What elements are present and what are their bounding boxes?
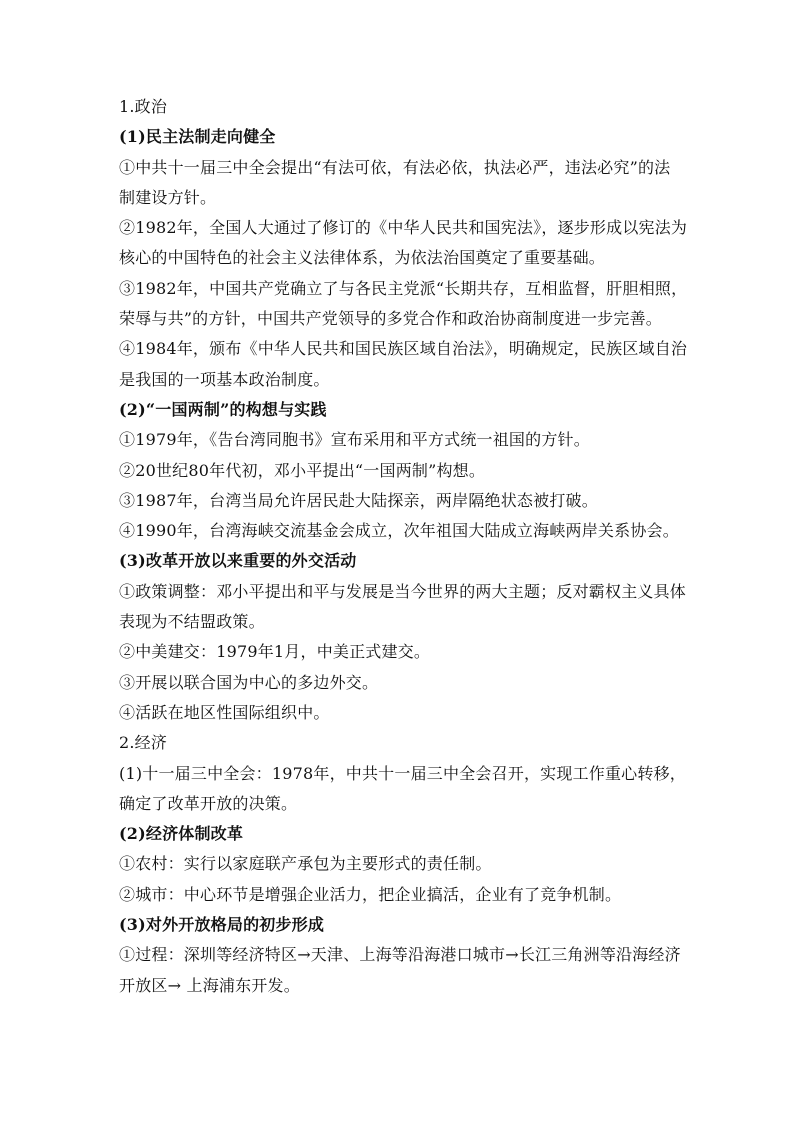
paragraph-line: ②20世纪80年代初，邓小平提出“一国两制”构想。 bbox=[119, 460, 486, 480]
paragraph-line: ④活跃在地区性国际组织中。 bbox=[119, 702, 330, 722]
paragraph-line: ①过程：深圳等经济特区→天津、上海等沿海港口城市→长江三角洲等沿海经济 bbox=[119, 945, 681, 965]
subsection-heading-diplomacy: (3)改革开放以来重要的外交活动 bbox=[119, 551, 357, 571]
paragraph-line: ③1987年，台湾当局允许居民赴大陆探亲，两岸隔绝状态被打破。 bbox=[119, 490, 598, 510]
paragraph-line: ②1982年，全国人大通过了修订的《中华人民共和国宪法》，逐步形成以宪法为 bbox=[119, 218, 688, 238]
paragraph-line: ②城市：中心环节是增强企业活力，把企业搞活，企业有了竞争机制。 bbox=[119, 884, 622, 904]
document-page bbox=[119, 92, 688, 1001]
paragraph-line: 荣辱与共”的方针，中国共产党领导的多党合作和政治协商制度进一步完善。 bbox=[119, 309, 662, 329]
subsection-heading-opening-up: (3)对外开放格局的初步形成 bbox=[119, 915, 325, 935]
paragraph-line: ①政策调整：邓小平提出和平与发展是当今世界的两大主题；反对霸权主义具体 bbox=[119, 581, 687, 601]
paragraph-line: 开放区→ 上海浦东开发。 bbox=[119, 975, 300, 995]
paragraph-line: ①1979年，《告台湾同胞书》宣布采用和平方式统一祖国的方针。 bbox=[119, 430, 590, 450]
paragraph-line: ④1990年，台湾海峡交流基金会成立，次年祖国大陆成立海峡两岸关系协会。 bbox=[119, 521, 679, 541]
paragraph-line: ④1984年，颁布《中华人民共和国民族区域自治法》，明确规定，民族区域自治 bbox=[119, 339, 688, 359]
paragraph-line: ①中共十一届三中全会提出“有法可依，有法必依，执法必严，违法必究”的法 bbox=[119, 157, 671, 177]
paragraph-line: 制建设方针。 bbox=[119, 187, 217, 207]
paragraph-line: (1)十一届三中全会：1978年，中共十一届三中全会召开，实现工作重心转移， bbox=[119, 763, 686, 783]
section-heading-politics: 1.政治 bbox=[119, 97, 168, 116]
subsection-heading-one-country-two-systems: (2)“一国两制”的构想与实践 bbox=[119, 399, 327, 419]
paragraph-line: 确定了改革开放的决策。 bbox=[119, 793, 298, 813]
section-heading-economy: 2.经济 bbox=[119, 733, 168, 753]
paragraph-line: ③开展以联合国为中心的多边外交。 bbox=[119, 672, 379, 692]
paragraph-line: ②中美建交：1979年1月，中美正式建交。 bbox=[119, 642, 431, 662]
paragraph-line: ①农村：实行以家庭联产承包为主要形式的责任制。 bbox=[119, 854, 492, 874]
paragraph-line: ③1982年，中国共产党确立了与各民主党派“长期共存，互相监督，肝胆相照， bbox=[119, 278, 688, 298]
subsection-heading-democracy-law: (1)民主法制走向健全 bbox=[119, 127, 276, 147]
subsection-heading-economic-reform: (2)经济体制改革 bbox=[119, 824, 244, 844]
paragraph-line: 核心的中国特色的社会主义法律体系，为依法治国奠定了重要基础。 bbox=[119, 248, 606, 268]
paragraph-line: 是我国的一项基本政治制度。 bbox=[119, 369, 330, 389]
paragraph-line: 表现为不结盟政策。 bbox=[119, 612, 265, 632]
